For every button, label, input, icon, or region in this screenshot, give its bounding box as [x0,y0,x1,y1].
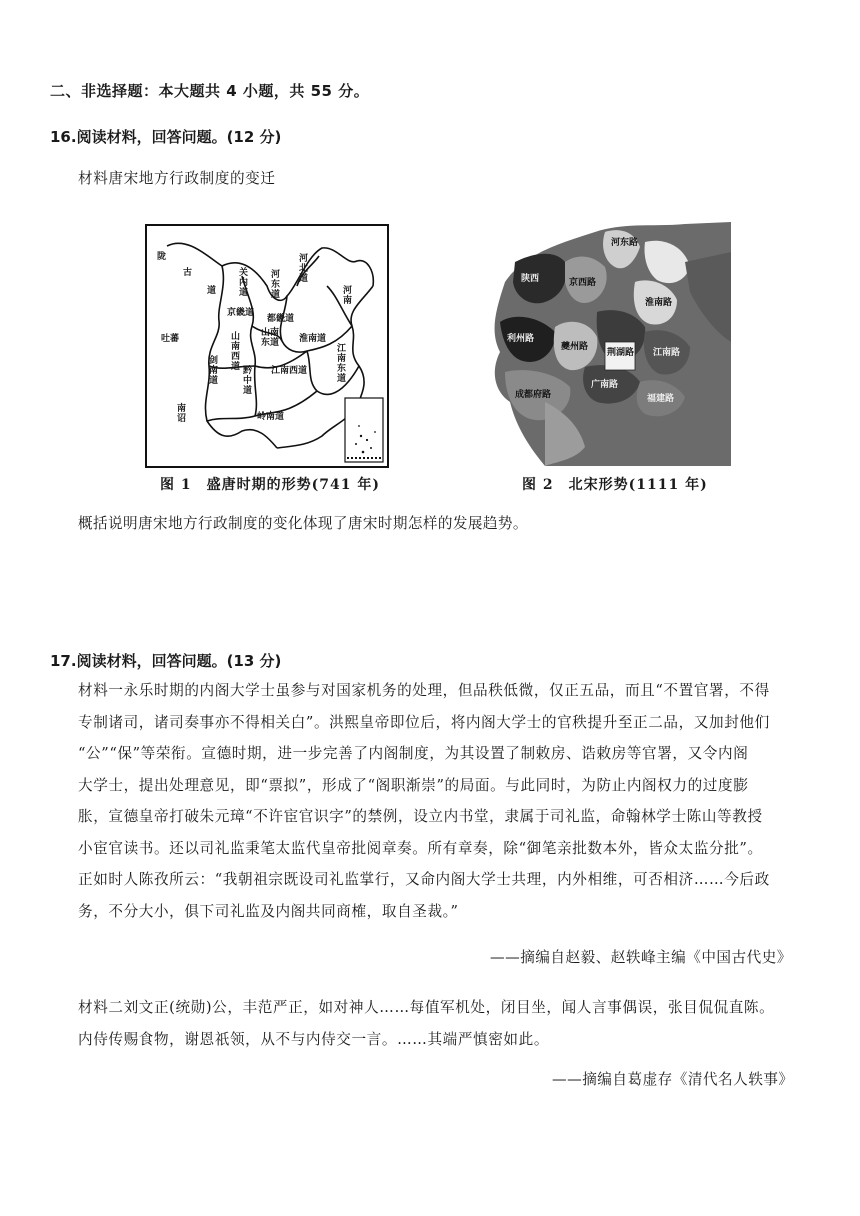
map2-label-hedong: 河东路 [611,238,639,248]
figure2-caption: 图 2 北宋形势(1111 年) [522,477,708,493]
map2-label-fujian: 福建路 [647,394,675,404]
map1-label-dao: 道 [207,286,217,296]
material1-line: “公”“保”等荣衔。宣德时期，进一步完善了内阁制度，为其设置了制敕房、诰敕房等官署，又令内阁 [78,745,749,762]
material1-line: 大学士，提出处理意见，即“票拟”，形成了“阁职渐崇”的局面。与此同时，为防止内阁权力的过度膨 [78,776,749,794]
map1-label-shannan-e: 山南东道 [261,328,280,348]
map2-label-kuizhou: 夔州路 [561,342,589,352]
map2-label-shaanxi: 陕西 [521,274,540,284]
q16-title: 16.阅读材料，回答问题。(12 分) [50,128,282,146]
map1-label-hebei: 河北道 [299,254,309,284]
map1-label-qianzhong: 黔中道 [243,366,253,396]
map1-label-shannan-w: 山南西道 [231,332,241,372]
q17-material2 [78,992,810,1055]
map2-label-jiangnan: 江南路 [653,348,681,358]
map2-label-lizhou: 利州路 [507,334,535,344]
map2-label-guangnan: 广南路 [591,380,619,390]
q17-material1 [78,675,810,927]
material1-line: 务，不分大小，俱下司礼监及内阁共同商榷，取自圣裁。” [78,902,459,920]
map2-label-chengdu: 成都府路 [515,390,552,400]
map1-label-jiangnan-e: 江南东道 [337,344,347,384]
material2-line: 内侍传赐食物，谢恩祇领，从不与内侍交一言。……其端严慎密如此。 [78,1030,550,1048]
map1-label-huainan: 淮南道 [299,334,327,344]
map1-label-lingnan: 岭南道 [257,412,285,422]
map1-label-henan: 河南 [343,286,353,306]
material1-line: 胀，宣德皇帝打破朱元璋“不许宦官识字”的禁例，设立内书堂，隶属于司礼监，命翰林学士陈山等教授 [78,808,763,825]
map1-label-hedong: 河东道 [271,270,281,300]
map1-label-gu: 古 [183,268,193,278]
figure1-caption: 图 1 盛唐时期的形势(741 年) [160,477,380,493]
material2-source: ——摘编自葛虚存《清代名人轶事》 [552,1071,794,1088]
figure1-tang-map [145,224,389,468]
map1-label-nan: 南诏 [177,404,187,424]
map1-label-jiannan: 剑南道 [209,356,219,386]
map2-label-huainan: 淮南路 [645,298,673,308]
q16-material-title: 材料唐宋地方行政制度的变迁 [78,170,276,187]
map1-label-guannei: 关内道 [239,268,249,298]
material2-line: 材料二刘文正(统勋)公，丰范严正，如对神人……每值军机处，闭目坐，闻人言事偶误，张目侃侃直陈。 [78,999,775,1016]
material1-line: 正如时人陈孜所云：“我朝祖宗既设司礼监掌行，又命内阁大学士共理，内外相维，可否相济……今后政 [78,871,770,888]
map1-label-jiangnan-w: 江南西道 [271,366,308,376]
q17-title: 17.阅读材料，回答问题。(13 分) [50,652,282,670]
material1-line: 材料一永乐时期的内阁大学士虽参与对国家机务的处理，但品秩低微，仅正五品，而且“不置官署，不得 [78,682,770,699]
map1-label-duji: 都畿道 [267,314,295,324]
map2-label-jingxi: 京西路 [569,278,597,288]
q16-question: 概括说明唐宋地方行政制度的变化体现了唐宋时期怎样的发展趋势。 [78,515,528,532]
figure2-song-map [485,222,731,466]
map2-label-jinghu: 荆湖路 [607,348,635,358]
material1-source: ——摘编自赵毅、赵轶峰主编《中国古代史》 [490,949,792,966]
material1-line: 专制诸司，诸司奏事亦不得相关白”。洪熙皇帝即位后，将内阁大学士的官秩提升至正二品，又加封他们 [78,713,770,731]
map1-label-long: 陇 [157,252,167,262]
song-map-regions [485,222,731,466]
material1-line: 小宦官读书。还以司礼监秉笔太监代皇帝批阅章奏。所有章奏，除“御笔亲批数本外，皆众太监分批”。 [78,839,763,857]
section-heading: 二、非选择题：本大题共 4 小题，共 55 分。 [50,82,370,100]
map1-label-jingji: 京畿道 [227,308,255,318]
map1-label-tubo: 吐蕃 [161,334,180,344]
